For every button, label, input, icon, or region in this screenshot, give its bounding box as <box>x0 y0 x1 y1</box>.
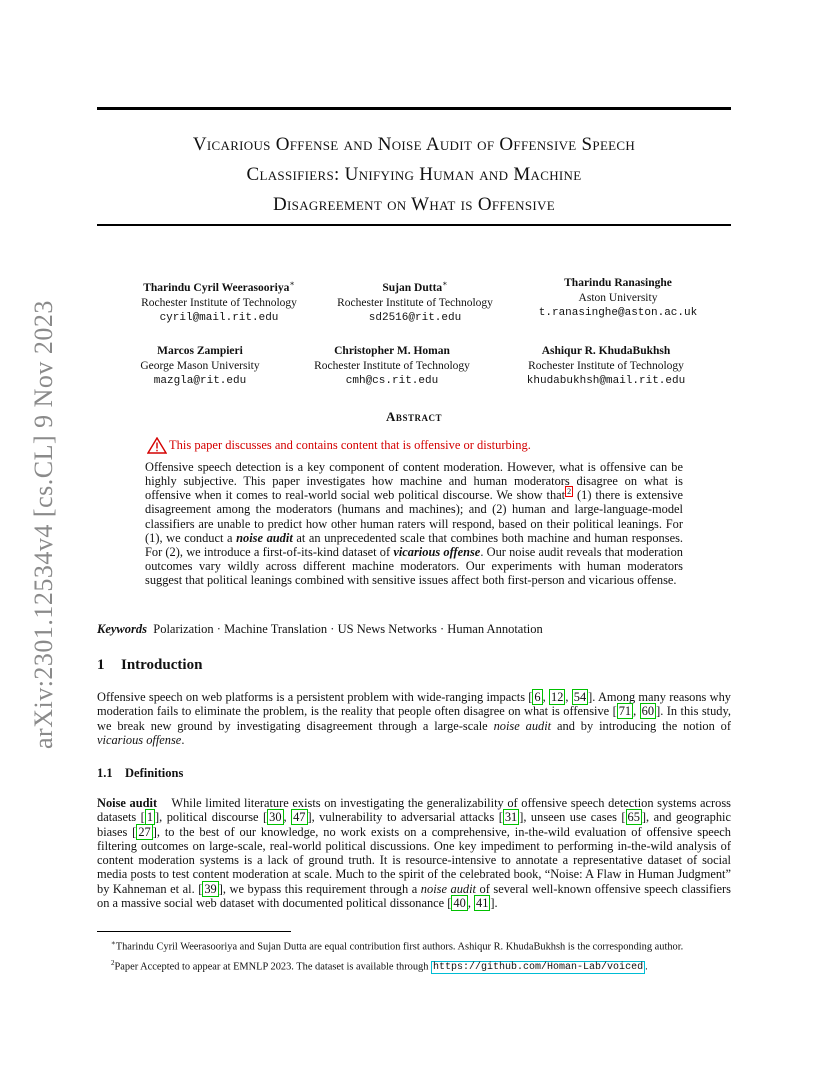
noise-audit-paragraph: Noise audit While limited literature exists on investigating the generalizability of offensive speech detection systems across datasets [ 1 ], political discourse [ 30 , 47 ], vulnerability to adversarial attacks [ 31 ], unseen use cases [ 65 ], and geographic biases [ 27 ], to the best of our knowledge, no work exists on a comprehensive, in-the-wild evaluation of offensive speech filtering outcomes on large-scale, real-world political discussions. One key impediment to performing in-the-wild analysis of content moderation systems is a lack of ground truth. It is resource-intensive to annotate a representative dataset of social media posts to test content moderation at scale. Much to the spirit of the celebrated book, “Noise: A Flaw in Human Judgment” by Kahneman et al. [ 39 ], we bypass this requirement through a noise audit of several well-known offensive speech classifiers on a massive social web dataset with documented political dissonance [ 40 , 41 ]. <box>97 796 731 911</box>
author-email[interactable]: cmh@cs.rit.edu <box>345 375 439 387</box>
title-line: Disagreement on What is Offensive <box>273 194 555 215</box>
top-rule <box>97 107 731 110</box>
citation-link[interactable]: 30 <box>269 810 282 825</box>
author-affiliation: Rochester Institute of Technology <box>141 296 297 309</box>
title-bottom-rule <box>97 224 731 226</box>
citation-link[interactable]: 65 <box>627 810 640 825</box>
title-line: Classifiers: Unifying Human and Machine <box>246 164 582 185</box>
author-email[interactable]: t.ranasinghe@aston.ac.uk <box>538 307 698 319</box>
abstract-heading: Abstract <box>386 409 442 424</box>
arxiv-stamp: arXiv:2301.12534v4 [cs.CL] 9 Nov 2023 <box>29 300 58 750</box>
citation-link[interactable]: 1 <box>146 810 154 825</box>
citation-link[interactable]: 54 <box>573 690 587 704</box>
author-block <box>90 344 310 389</box>
paper-title <box>97 130 731 220</box>
author-name: Sujan Dutta∗ <box>382 279 448 294</box>
author-block <box>282 344 502 389</box>
author-affiliation: Aston University <box>578 292 658 304</box>
author-affiliation: Rochester Institute of Technology <box>337 296 493 309</box>
footnote: ∗Tharindu Cyril Weerasooriya and Sujan Dutta are equal contribution first authors. Ashiqur R. KhudaBukhsh is the corresponding author. <box>111 939 684 953</box>
content-warning <box>147 437 531 454</box>
author-email[interactable]: cyril@mail.rit.edu <box>159 311 279 324</box>
keywords-label: Keywords <box>97 622 147 636</box>
citation-link[interactable]: 39 <box>204 881 217 896</box>
author-email[interactable]: khudabukhsh@mail.rit.edu <box>526 375 686 387</box>
footnotes <box>97 937 731 975</box>
citation-link[interactable]: 41 <box>476 896 489 911</box>
footnote: $^2$Paper Accepted to appear at EMNLP 2023. The dataset is available through https://github.com/Homan-Lab/voiced . <box>111 958 648 974</box>
section-heading: 1 Introduction <box>97 657 203 673</box>
author-name: Christopher M. Homan <box>334 345 450 357</box>
title-line: Vicarious Offense and Noise Audit of Offensive Speech <box>192 134 636 155</box>
subsection-heading: 1.1 Definitions <box>97 766 184 780</box>
author-name: Tharindu Cyril Weerasooriya∗ <box>143 279 295 294</box>
citation-link[interactable]: 47 <box>293 810 306 825</box>
citation-link[interactable]: 40 <box>453 896 466 911</box>
author-name: Ashiqur R. KhudaBukhsh <box>541 345 671 357</box>
keywords <box>97 622 543 637</box>
author-block <box>496 344 716 389</box>
warning-text: This paper discusses and contains content that is offensive or disturbing. <box>169 438 531 452</box>
footnote-ref-link[interactable]: 2 <box>567 487 572 497</box>
citation-link[interactable]: 71 <box>618 704 632 719</box>
author-email[interactable]: mazgla@rit.edu <box>153 375 247 387</box>
abstract-body: Offensive speech detection is a key component of content moderation. However, what is offensive can be highly subjective. This paper investigates how machine and human moderators disagree on what is offensive when it comes to real-world social web political discourse. We show that $^2$ (1) there is extensive disagreement among the moderators (humans and machines); and (2) human and large-language-model classifiers are unable to predict how other human raters will respond, based on their political leanings. For (1), we conduct a noise audit at an unprecedented scale that combines both machine and human responses. For (2), we introduce a first-of-its-kind dataset of vicarious offense. Our noise audit reveals that moderation outcomes vary wildly across different machine moderators. Our experiments with human moderators suggest that political leanings combined with sensitive issues affect both first-person and vicarious offense. <box>145 460 683 587</box>
author-block <box>305 276 525 326</box>
author-affiliation: Rochester Institute of Technology <box>528 360 684 372</box>
citation-link[interactable]: 12 <box>551 690 564 704</box>
citation-link[interactable]: 60 <box>641 704 655 719</box>
keywords-text: Polarization · Machine Translation · US News Networks · Human Annotation <box>153 622 543 636</box>
citation-link[interactable]: 27 <box>138 824 151 839</box>
warning-icon <box>147 437 167 454</box>
author-name: Marcos Zampieri <box>157 345 243 357</box>
intro-paragraph: Offensive speech on web platforms is a persistent problem with wide-ranging impacts [ 6 , 12 , 54 ]. Among many reasons why moderation fails to eliminate the problem, is the reality that people often disagree on what is offensive [ 71 , 60 ]. In this study, we break new ground by investigating disagreement through a large-scale noise audit and by introducing the notion of vicarious offense. <box>97 690 731 747</box>
footnote-rule <box>97 931 291 932</box>
author-block <box>508 276 728 321</box>
author-affiliation: George Mason University <box>140 360 260 372</box>
dataset-url-link[interactable]: https://github.com/Homan-Lab/voiced <box>433 962 644 974</box>
author-block <box>109 276 329 326</box>
author-affiliation: Rochester Institute of Technology <box>314 360 470 372</box>
citation-link[interactable]: 31 <box>504 810 518 825</box>
citation-link[interactable]: 6 <box>534 690 541 704</box>
author-name: Tharindu Ranasinghe <box>564 277 672 289</box>
author-email[interactable]: sd2516@rit.edu <box>368 311 462 324</box>
